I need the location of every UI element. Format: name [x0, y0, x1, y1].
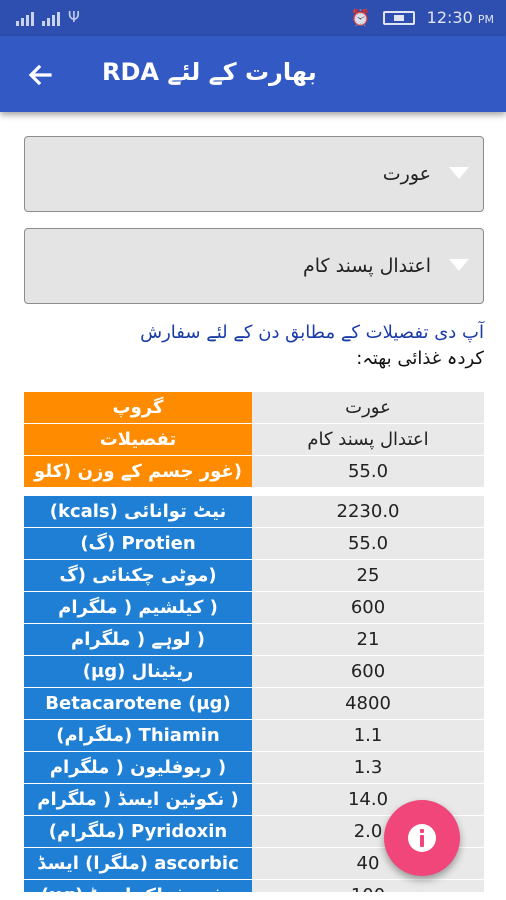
table-row [24, 528, 484, 559]
dropdown-arrow-icon [449, 259, 469, 271]
row-label: ( نکوٹین ایسڈ ( ملگرام [24, 784, 252, 815]
row-value: عورت [252, 392, 484, 423]
battery-icon [383, 11, 415, 25]
alarm-icon: ⏰ [350, 8, 371, 27]
activity-dropdown[interactable] [24, 228, 484, 304]
back-button[interactable] [20, 56, 60, 96]
intro-line-1: آپ دی تفصیلات کے مطابق دن کے لئے سفارش [140, 322, 484, 343]
status-left [16, 8, 80, 26]
gender-dropdown[interactable] [24, 136, 484, 212]
table-row [24, 560, 484, 591]
row-label: (غور جسم کے وزن (کلو [24, 456, 252, 487]
info-icon [408, 824, 436, 852]
table-row [24, 720, 484, 751]
info-button[interactable] [384, 800, 460, 876]
app-bar [0, 36, 506, 112]
row-label: ( کیلشیم ( ملگرام [24, 592, 252, 623]
intro-text [24, 320, 484, 372]
row-value: 1.3 [252, 752, 484, 783]
row-value: 2.0 [252, 816, 484, 847]
row-label: ascorbic (ملگرا) ایسڈ [24, 848, 252, 879]
row-label: Thiamin (ملگرام) [24, 720, 252, 751]
table-row [24, 656, 484, 687]
row-label: نیٹ توانائی (kcals) [24, 496, 252, 527]
row-value: 55.0 [252, 528, 484, 559]
table-row [24, 752, 484, 783]
dropdown-arrow-icon [449, 167, 469, 179]
row-value: 21 [252, 624, 484, 655]
row-label: ( لوہے ( ملگرام [24, 624, 252, 655]
row-label: گروپ [24, 392, 252, 423]
table-row [24, 688, 484, 719]
signal-icon-2 [42, 12, 60, 26]
row-value: 2230.0 [252, 496, 484, 527]
row-label: Protien (گ) [24, 528, 252, 559]
row-value: 40 [252, 848, 484, 879]
status-right [351, 8, 494, 27]
usb-icon: Ψ [68, 8, 80, 26]
row-value: 25 [252, 560, 484, 591]
table-row [24, 456, 484, 487]
row-label: Pyridoxin (ملگرام) [24, 816, 252, 847]
row-label: تفصیلات [24, 424, 252, 455]
status-time: 12:30 PM [426, 8, 494, 27]
table-row [24, 392, 484, 423]
row-value: 14.0 [252, 784, 484, 815]
signal-icon [16, 12, 34, 26]
activity-selected-value: اعتدال پسند کام [302, 255, 431, 277]
row-label: ( ربوفلیون ( ملگرام [24, 752, 252, 783]
row-value: 55.0 [252, 456, 484, 487]
table-gap [24, 488, 484, 496]
table-row [24, 496, 484, 527]
table-row [24, 592, 484, 623]
row-label: (موٹی چکنائی (گ [24, 560, 252, 591]
intro-line-2: کردہ غذائی بھتہ: [356, 348, 484, 369]
row-value: 600 [252, 656, 484, 687]
row-label: ریٹینال (µg) [24, 656, 252, 687]
table-row [24, 624, 484, 655]
table-row [24, 424, 484, 455]
status-bar [0, 0, 506, 36]
bottom-edge [0, 892, 506, 900]
arrow-back-icon [20, 56, 60, 96]
gender-selected-value: عورت [382, 163, 431, 185]
row-value: 600 [252, 592, 484, 623]
row-value: اعتدال پسند کام [252, 424, 484, 455]
row-value: 4800 [252, 688, 484, 719]
row-value: 1.1 [252, 720, 484, 751]
row-label: Betacarotene (µg) [24, 688, 252, 719]
page-title: بھارت کے لئے RDA [102, 58, 317, 86]
